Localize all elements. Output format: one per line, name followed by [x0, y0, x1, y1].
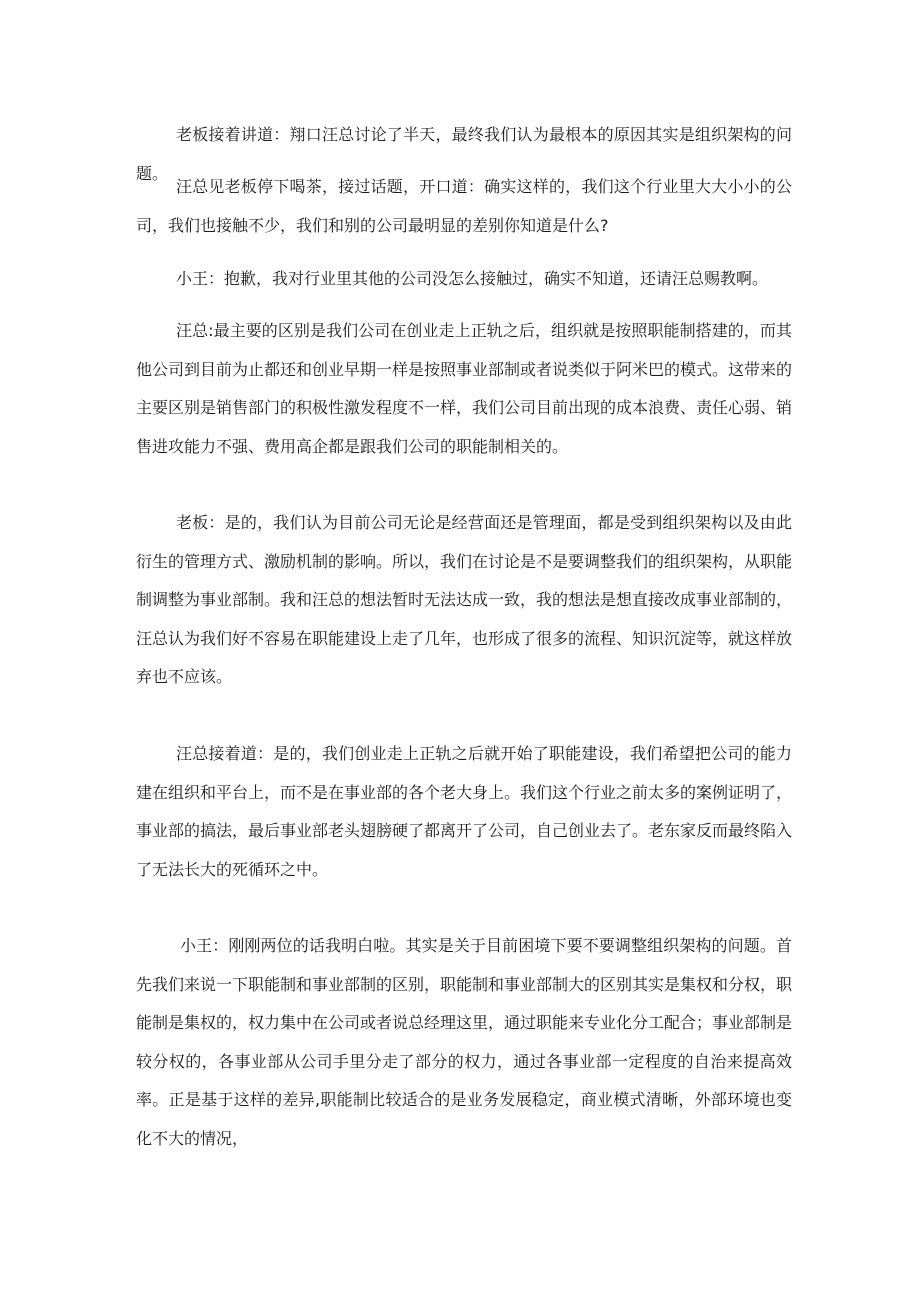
paragraph-boss-continues: 老板接着讲道：翔口汪总讨论了半天，最终我们认为最根本的原因其实是组织架构的问题。	[136, 125, 792, 183]
paragraph-wang-explains: 汪总:最主要的区别是我们公司在创业走上正轨之后，组织就是按照职能制搭建的，而其他公司到目前为止都还和创业早期一样是按照事业部制或者说类似于阿米巴的模式。这带来的主要区别是销售部门的积极性激发程度不一样，我们公司目前出现的成本浪费、责任心弱、销售进攻能力不强、费用高企都是跟我们公司的职能制相关的。	[136, 321, 793, 456]
paragraph-wang-continues: 汪总接着道：是的，我们创业走上正轨之后就开始了职能建设，我们希望把公司的能力建在组织和平台上，而不是在事业部的各个老大身上。我们这个行业之前太多的案例证明了，事业部的搞法，最后事业部老头翅膀硬了都离开了公司，自己创业去了。老东家反而最终陷入了无法长大的死循环之中。	[136, 744, 793, 879]
paragraph-boss-opinion: 老板：是的，我们认为目前公司无论是经营面还是管理面，都是受到组织架构以及由此衍生的管理方式、激励机制的影响。所以，我们在讨论是不是要调整我们的组织架构，从职能制调整为事业部制。我和汪总的想法暂时无法达成一致，我的想法是想直接改成事业部制的，汪总认为我们好不容易在职能建设上走了几年，也形成了很多的流程、知识沉淀等，就这样放弃也不应该。	[136, 513, 793, 686]
paragraph-xiaowang-reply: 小王：抱歉，我对行业里其他的公司没怎么接触过，确实不知道，还请汪总赐教啊。	[176, 269, 769, 288]
paragraph-wang-question: 汪总见老板停下喝茶，接过话题，开口道：确实这样的，我们这个行业里大大小小的公司，我们也接触不少，我们和别的公司最明显的差别你知道是什么?	[136, 177, 792, 235]
paragraph-xiaowang-analysis: 小王：刚刚两位的话我明白啦。其实是关于目前困境下要不要调整组织架构的问题。首先我们来说一下职能制和事业部制的区别，职能制和事业部制大的区别其实是集权和分权，职能制是集权的，权力集中在公司或者说总经理这里，通过职能来专业化分工配合；事业部制是较分权的，各事业部从公司手里分走了部分的权力，通过各事业部一定程度的自治来提高效率。正是基于这样的差异,职能制比较适合的是业务发展稳定，商业模式清晰，外部环境也变化不大的情况，	[136, 936, 793, 1148]
